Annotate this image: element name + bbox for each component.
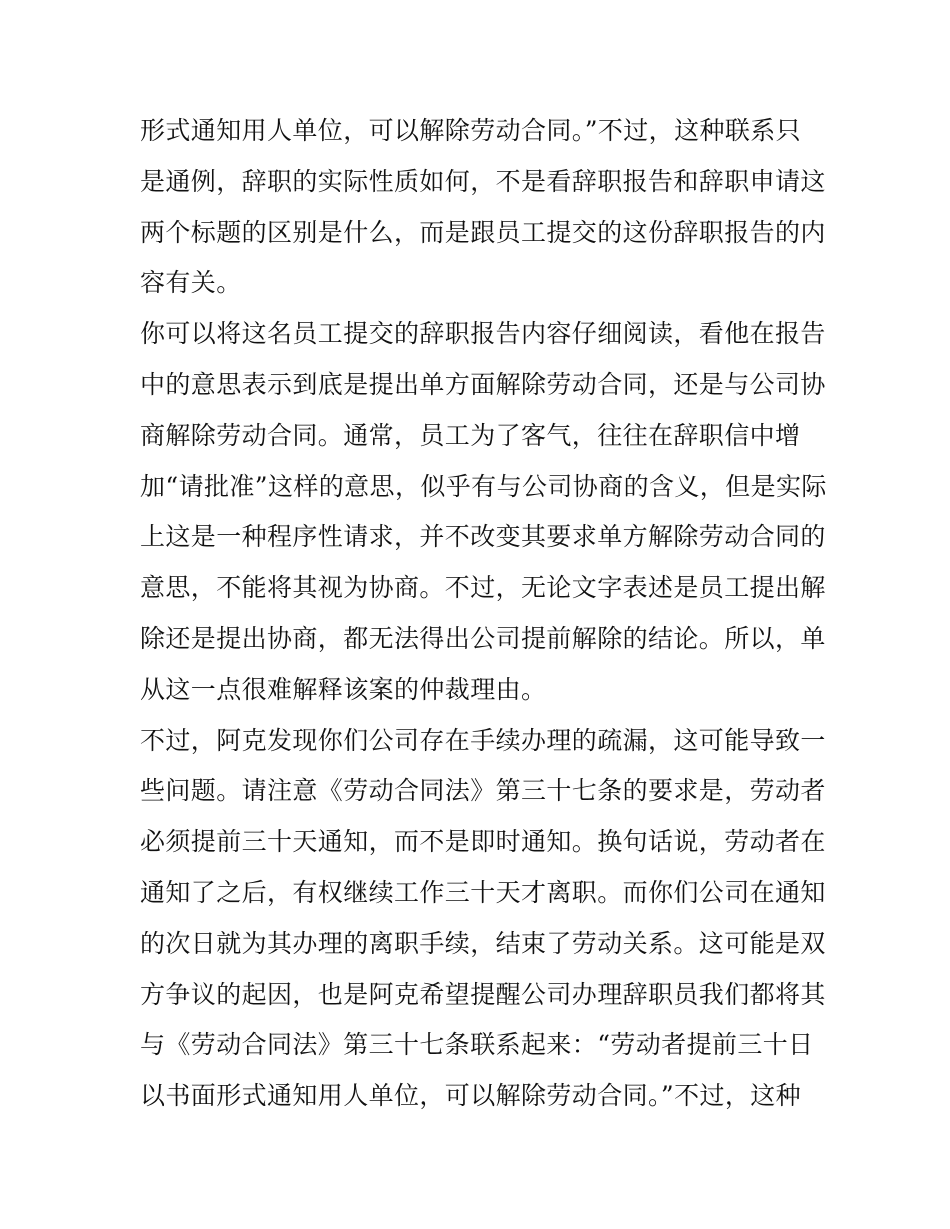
text-line: 中的意思表示到底是提出单方面解除劳动合同，还是与公司协 [140, 369, 826, 399]
text-line: 是通例，辞职的实际性质如何，不是看辞职报告和辞职申请这 [140, 166, 826, 196]
text-line: 的次日就为其办理的离职手续，结束了劳动关系。这可能是双 [140, 928, 826, 958]
text-line: 以书面形式通知用人单位，可以解除劳动合同。”不过，这种 [140, 1081, 802, 1111]
text-line: 加“请批准”这样的意思，似乎有与公司协商的含义，但是实际 [140, 471, 827, 501]
text-line: 与《劳动合同法》第三十七条联系起来：“劳动者提前三十日 [140, 1030, 814, 1060]
text-line: 容有关。 [140, 268, 242, 298]
text-line: 除还是提出协商，都无法得出公司提前解除的结论。所以，单 [140, 623, 826, 653]
text-line: 不过，阿克发现你们公司存在手续办理的疏漏，这可能导致一 [140, 725, 826, 755]
text-line: 从这一点很难解释该案的仲裁理由。 [140, 674, 547, 704]
text-line: 上这是一种程序性请求，并不改变其要求单方解除劳动合同的 [140, 522, 826, 552]
text-line: 商解除劳动合同。通常，员工为了客气，往往在辞职信中增 [140, 420, 801, 450]
text-line: 形式通知用人单位，可以解除劳动合同。”不过，这种联系只 [140, 116, 802, 145]
text-line: 意思，不能将其视为协商。不过，无论文字表述是员工提出解 [140, 573, 826, 603]
text-line: 通知了之后，有权继续工作三十天才离职。而你们公司在通知 [140, 877, 826, 907]
document-body [140, 106, 827, 1122]
text-line: 必须提前三十天通知，而不是即时通知。换句话说，劳动者在 [140, 827, 826, 857]
text-line: 些问题。请注意《劳动合同法》第三十七条的要求是，劳动者 [140, 776, 826, 806]
text-line: 方争议的起因，也是阿克希望提醒公司办理辞职员我们都将其 [140, 979, 826, 1009]
text-line: 两个标题的区别是什么，而是跟员工提交的这份辞职报告的内 [140, 217, 826, 247]
text-line: 你可以将这名员工提交的辞职报告内容仔细阅读，看他在报告 [140, 319, 826, 349]
